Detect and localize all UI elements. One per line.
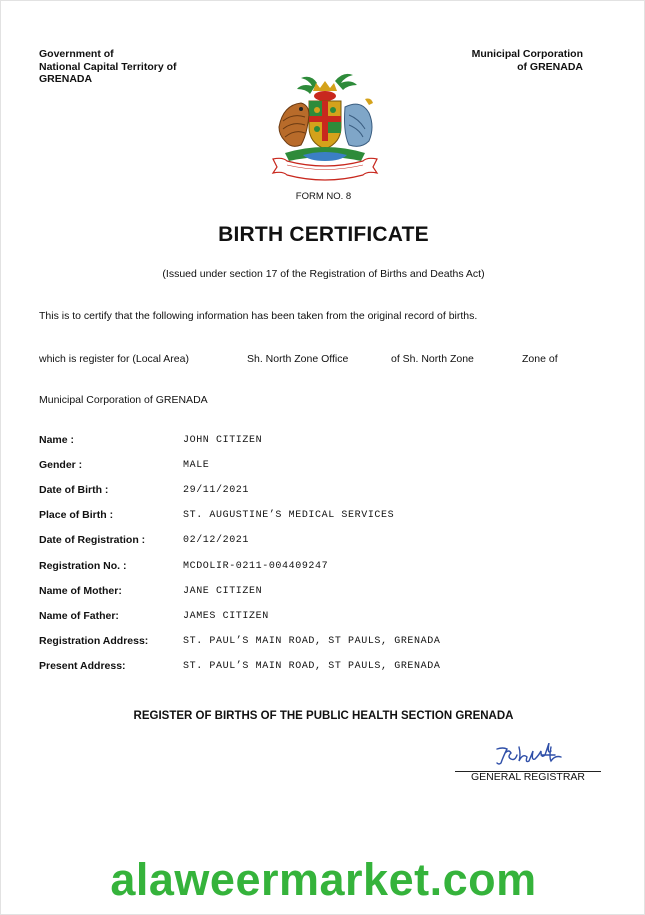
form-number: FORM NO. 8	[295, 191, 352, 202]
header-left-line: National Capital Territory of	[39, 60, 177, 73]
header-government	[39, 48, 177, 86]
field-label: Registration Address:	[39, 635, 149, 647]
header-right-line: Municipal Corporation	[471, 48, 583, 60]
field-label: Gender :	[39, 459, 83, 471]
field-label: Registration No. :	[39, 560, 127, 572]
field-value: JOHN CITIZEN	[183, 435, 263, 446]
field-registration-address	[39, 635, 599, 649]
field-value: ST. PAUL’S MAIN ROAD, ST PAULS, GRENADA	[183, 661, 441, 672]
field-date-of-birth	[39, 484, 599, 498]
field-label: Date of Registration :	[39, 534, 146, 546]
field-value: ST. PAUL’S MAIN ROAD, ST PAULS, GRENADA	[183, 636, 441, 647]
registrar-signature	[491, 743, 571, 767]
field-label: Name :	[39, 434, 75, 446]
field-present-address	[39, 660, 599, 674]
header-municipal	[472, 48, 583, 73]
register-line-prefix: which is register for (Local Area)	[39, 353, 189, 365]
register-line-suffix: Zone of	[522, 353, 558, 365]
field-name-of-mother	[39, 585, 599, 599]
field-place-of-birth	[39, 509, 599, 523]
field-value: MCDOLIR-0211-004409247	[183, 561, 329, 572]
watermark-text: alaweermarket.com	[110, 854, 537, 905]
register-line-office: Sh. North Zone Office	[247, 353, 349, 365]
field-label: Name of Father:	[39, 610, 119, 622]
header-left-line: GRENADA	[39, 73, 93, 85]
field-label: Present Address:	[39, 660, 126, 672]
header-left-line: Government of	[39, 48, 114, 60]
field-label: Date of Birth :	[39, 484, 109, 496]
field-name	[39, 434, 599, 448]
field-label: Name of Mother:	[39, 585, 122, 597]
certify-statement: This is to certify that the following information has been taken from the original record of births.	[39, 310, 478, 322]
field-label: Place of Birth :	[39, 509, 114, 521]
field-registration-number	[39, 560, 599, 574]
certificate-title: BIRTH CERTIFICATE	[218, 223, 429, 246]
field-name-of-father	[39, 610, 599, 624]
certificate-subtitle: (Issued under section 17 of the Registration of Births and Deaths Act)	[162, 268, 485, 280]
header-right-line: of GRENADA	[517, 60, 583, 73]
field-value: JANE CITIZEN	[183, 586, 263, 597]
municipal-line: Municipal Corporation of GRENADA	[39, 394, 208, 406]
registrar-label: GENERAL REGISTRAR	[471, 771, 585, 783]
field-value: 29/11/2021	[183, 485, 250, 496]
register-line-zone: of Sh. North Zone	[391, 353, 474, 365]
field-value: JAMES CITIZEN	[183, 611, 269, 622]
field-value: ST. AUGUSTINE’S MEDICAL SERVICES	[183, 510, 395, 521]
register-title: REGISTER OF BIRTHS OF THE PUBLIC HEALTH SECTION GRENADA	[133, 710, 514, 722]
coat-of-arms-emblem	[265, 69, 385, 181]
field-date-of-registration	[39, 534, 599, 548]
field-value: MALE	[183, 460, 210, 471]
field-value: 02/12/2021	[183, 535, 250, 546]
field-gender	[39, 459, 599, 473]
